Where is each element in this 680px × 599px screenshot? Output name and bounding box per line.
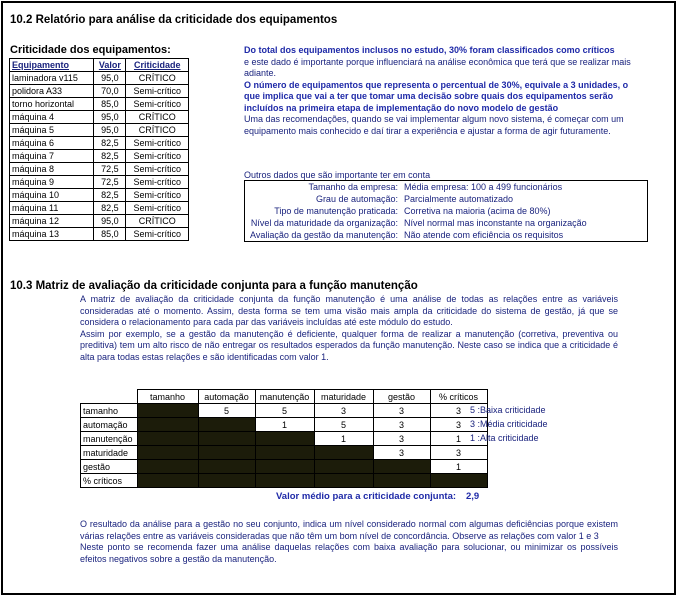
matrix-column-header: manutenção (255, 390, 314, 404)
matrix-cell: 3 (373, 404, 430, 418)
other-data-title: Outros dados que são importante ter em conta (244, 170, 431, 180)
matrix-row-label: maturidade (81, 446, 138, 460)
equipment-criticality: Semi-crítico (126, 189, 189, 202)
matrix-column-header: maturidade (314, 390, 373, 404)
equipment-name: máquina 11 (10, 202, 94, 215)
info-row (245, 205, 648, 217)
table-row (10, 98, 189, 111)
equipment-criticality: Semi-crítico (126, 163, 189, 176)
matrix-row (81, 460, 488, 474)
matrix-cell: 1 (255, 418, 314, 432)
matrix-header-row (81, 390, 488, 404)
matrix-row-label: automação (81, 418, 138, 432)
matrix-intro-paragraph-1: A matriz de avaliação da criticidade conjunta da função manutenção é uma análise de todas as relações entre as variáveis consideradas até o momento. Assim, desta forma se tem uma visão mais ampla da criticidade do sistema de gestão, já que se considera o relacionamento para cada par das variáveis incluídas até este módulo do estudo. (80, 294, 618, 327)
equipment-criticality: Semi-crítico (126, 137, 189, 150)
legend-medium: 3 :Média criticidade (470, 419, 548, 429)
info-value: Parcialmente automatizado (404, 194, 514, 204)
table-row (10, 163, 189, 176)
column-header: Valor (94, 59, 126, 72)
table-row (10, 111, 189, 124)
equipment-criticality: Semi-crítico (126, 228, 189, 241)
equipment-name: laminadora v115 (10, 72, 94, 85)
equipment-name: máquina 12 (10, 215, 94, 228)
matrix-row (81, 474, 488, 488)
matrix-cell-shaded (198, 446, 255, 460)
equipment-name: máquina 6 (10, 137, 94, 150)
column-header: Criticidade (126, 59, 189, 72)
average-label: Valor médio para a criticidade conjunta: (276, 491, 457, 502)
matrix-cell-shaded (137, 432, 198, 446)
equipment-criticality: CRÍTICO (126, 124, 189, 137)
summary-text (244, 45, 646, 137)
matrix-column-header: automação (198, 390, 255, 404)
equipment-name: máquina 8 (10, 163, 94, 176)
equipment-value: 82,5 (94, 137, 126, 150)
equipment-value: 95,0 (94, 124, 126, 137)
table-row (10, 202, 189, 215)
criticality-table-title: Criticidade dos equipamentos: (10, 44, 171, 56)
matrix-cell-shaded (198, 418, 255, 432)
matrix-cell: 1 (430, 460, 487, 474)
matrix-cell-shaded (314, 446, 373, 460)
matrix-corner (81, 390, 138, 404)
table-row (10, 176, 189, 189)
matrix-row (81, 404, 488, 418)
equipment-value: 82,5 (94, 150, 126, 163)
matrix-row (81, 418, 488, 432)
info-label: Tamanho da empresa: (308, 182, 398, 192)
equipment-value: 72,5 (94, 163, 126, 176)
info-row (245, 217, 648, 229)
equipment-value: 85,0 (94, 228, 126, 241)
equipment-value: 70,0 (94, 85, 126, 98)
criticality-matrix (80, 389, 488, 488)
table-row (10, 72, 189, 85)
conclusion-text (80, 519, 618, 565)
equipment-value: 72,5 (94, 176, 126, 189)
table-row (10, 124, 189, 137)
criticality-table (9, 58, 189, 241)
equipment-name: máquina 9 (10, 176, 94, 189)
matrix-row-label: manutenção (81, 432, 138, 446)
matrix-cell-shaded (137, 404, 198, 418)
matrix-intro (80, 294, 618, 363)
info-label: Grau de automação: (315, 194, 398, 204)
critical-percent-statement: Do total dos equipamentos inclusos no estudo, 30% foram classificados como críticos (244, 45, 615, 55)
equipment-criticality: Semi-crítico (126, 85, 189, 98)
matrix-cell-shaded (373, 474, 430, 488)
equipment-criticality: Semi-crítico (126, 176, 189, 189)
matrix-cell-shaded (314, 460, 373, 474)
equipment-value: 85,0 (94, 98, 126, 111)
other-data-table (244, 180, 648, 242)
matrix-cell-shaded (255, 446, 314, 460)
matrix-column-header: gestão (373, 390, 430, 404)
matrix-row-label: gestão (81, 460, 138, 474)
matrix-cell-shaded (255, 460, 314, 474)
matrix-cell-shaded (255, 474, 314, 488)
matrix-cell-shaded (137, 418, 198, 432)
average-value: 2,9 (466, 491, 480, 502)
matrix-cell: 3 (314, 404, 373, 418)
equipment-value: 95,0 (94, 111, 126, 124)
matrix-cell: 5 (198, 404, 255, 418)
equipment-criticality: CRÍTICO (126, 111, 189, 124)
info-label: Avaliação da gestão da manutenção: (250, 230, 398, 240)
equipment-name: máquina 10 (10, 189, 94, 202)
equipment-name: torno horizontal (10, 98, 94, 111)
equipment-name: máquina 4 (10, 111, 94, 124)
equipment-criticality: Semi-crítico (126, 150, 189, 163)
matrix-row (81, 446, 488, 460)
matrix-cell-shaded (137, 460, 198, 474)
equipment-criticality: Semi-crítico (126, 98, 189, 111)
matrix-cell-shaded (314, 474, 373, 488)
info-value: Nível normal mas inconstante na organização (404, 218, 587, 228)
matrix-row-label: tamanho (81, 404, 138, 418)
matrix-cell: 3 (430, 418, 487, 432)
matrix-cell-shaded (198, 460, 255, 474)
matrix-row (81, 432, 488, 446)
matrix-cell-shaded (137, 446, 198, 460)
equipment-name: máquina 7 (10, 150, 94, 163)
table-row (10, 137, 189, 150)
table-row (10, 215, 189, 228)
equipment-criticality: CRÍTICO (126, 72, 189, 85)
table-row (10, 228, 189, 241)
matrix-cell: 1 (430, 432, 487, 446)
table-row (10, 189, 189, 202)
equipment-name: máquina 5 (10, 124, 94, 137)
equipment-name: máquina 13 (10, 228, 94, 241)
equipment-count-statement: O número de equipamentos que representa o percentual de 30%, equivale a 3 unidades, o que implica que vai a ter que tomar uma decisão sobre quais dos equipamentos serão incluídos na primeira etapa de implementação do novo modelo de gestão (244, 79, 629, 113)
matrix-cell: 3 (373, 446, 430, 460)
info-row (245, 181, 648, 194)
info-label: Nível da maturidade da organização: (250, 218, 398, 228)
matrix-column-header: % críticos (430, 390, 487, 404)
info-value: Corretiva na maioria (acima de 80%) (404, 206, 551, 216)
matrix-legend (470, 405, 548, 447)
matrix-cell-shaded (198, 432, 255, 446)
section-10-2-title: 10.2 Relatório para análise da criticidade dos equipamentos (10, 14, 338, 26)
matrix-cell: 3 (373, 418, 430, 432)
equipment-name: polidora A33 (10, 85, 94, 98)
equipment-value: 95,0 (94, 215, 126, 228)
matrix-cell: 3 (373, 432, 430, 446)
legend-low: 5 :Baixa criticidade (470, 405, 546, 415)
table-row (10, 85, 189, 98)
matrix-row-label: % críticos (81, 474, 138, 488)
matrix-cell: 1 (314, 432, 373, 446)
table-row (10, 150, 189, 163)
info-row (245, 193, 648, 205)
matrix-cell: 3 (430, 404, 487, 418)
equipment-criticality: CRÍTICO (126, 215, 189, 228)
column-header: Equipamento (10, 59, 94, 72)
conclusion-paragraph-1: O resultado da análise para a gestão no seu conjunto, indica um nível considerado normal com algumas deficiências porque existem várias relações entre as variáveis consideradas que não têm um bom nível de concordância. Observe as relações com valor 1 e 3 (80, 519, 618, 541)
matrix-cell: 3 (430, 446, 487, 460)
matrix-cell-shaded (255, 432, 314, 446)
matrix-column-header: tamanho (137, 390, 198, 404)
equipment-criticality: Semi-crítico (126, 202, 189, 215)
matrix-cell-shaded (430, 474, 487, 488)
matrix-cell-shaded (373, 460, 430, 474)
conclusion-paragraph-2: Neste ponto se recomenda fazer uma análise daquelas relações com baixa avaliação para solucionar, ou minimizar os possíveis efeitos negativos sobre a gestão da manutenção. (80, 542, 618, 564)
matrix-cell: 5 (255, 404, 314, 418)
info-value: Não atende com eficiência os requisitos (404, 230, 564, 240)
matrix-cell: 5 (314, 418, 373, 432)
matrix-intro-paragraph-2: Assim por exemplo, se a gestão da manutenção é deficiente, qualquer forma de realizar a manutenção (corretiva, preventiva ou preditiva) tem um alto risco de não entregar os resultados esperados da função manutenção. Neste caso se indica que a criticidade é alta para todas estas relações e são identificadas com valor 1. (80, 328, 618, 362)
equipment-value: 95,0 (94, 72, 126, 85)
equipment-value: 82,5 (94, 189, 126, 202)
info-value: Média empresa: 100 a 499 funcionários (404, 182, 563, 192)
matrix-cell-shaded (198, 474, 255, 488)
legend-high: 1 :Alta criticidade (470, 433, 539, 443)
equipment-value: 82,5 (94, 202, 126, 215)
info-label: Tipo de manutenção praticada: (274, 206, 398, 216)
info-row (245, 229, 648, 242)
recommendation-text: Uma das recomendações, quando se vai implementar algum novo sistema, é começar com um equipamento mais conhecido e daí tirar a experiência e ajustar a forma de agir futuramente. (244, 114, 624, 136)
economic-analysis-note: e este dado é importante porque influenciará na análise econômica que terá que se realizar mais adiante. (244, 56, 631, 78)
section-10-3-title: 10.3 Matriz de avaliação da criticidade conjunta para a função manutenção (10, 280, 418, 292)
matrix-cell-shaded (137, 474, 198, 488)
